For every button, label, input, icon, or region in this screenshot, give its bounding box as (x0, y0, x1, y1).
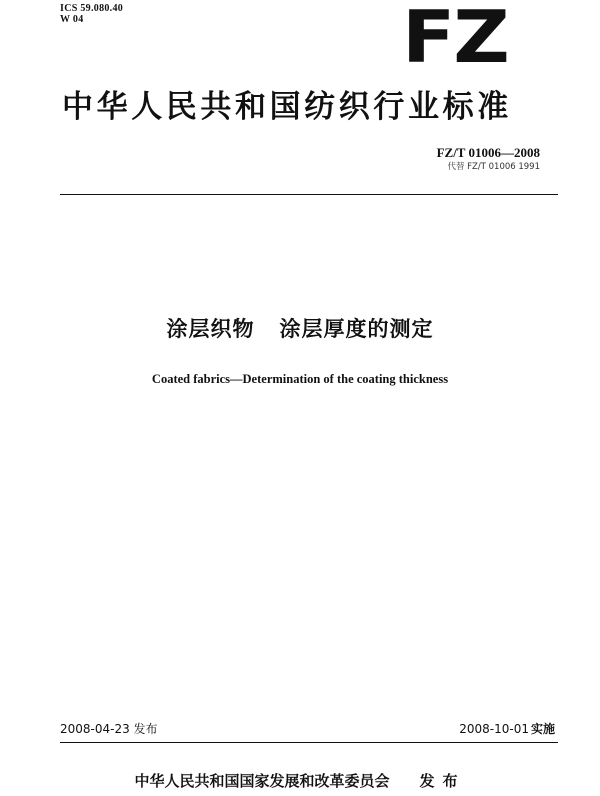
replaces-standard: 代替 FZ/T 01006 1991 (447, 162, 540, 172)
footer-divider (60, 742, 558, 743)
organization-title: 中华人民共和国纺织行业标准 (62, 89, 512, 125)
standard-number: FZ/T 01006—2008 (436, 145, 540, 160)
header-divider (60, 194, 558, 195)
issue-date: 2008-04-23 发布 (60, 722, 158, 736)
document-title-english: Coated fabrics—Determination of the coating thickness (151, 372, 449, 386)
implementation-date (459, 722, 555, 736)
implementation-label: 实施 (530, 722, 555, 736)
document-title-chinese: 涂层织物 涂层厚度的测定 (166, 317, 434, 341)
standard-category-mark: FZ (402, 0, 508, 80)
ics-code: ICS 59.080.40 (60, 3, 124, 14)
ics-classification (60, 3, 123, 25)
publisher-action: 发布 (419, 772, 466, 790)
publisher (0, 772, 600, 790)
publisher-name: 中华人民共和国国家发展和改革委员会 (134, 772, 390, 790)
implementation-date-value: 2008-10-01 (459, 722, 529, 736)
ccs-code: W 04 (60, 14, 84, 25)
